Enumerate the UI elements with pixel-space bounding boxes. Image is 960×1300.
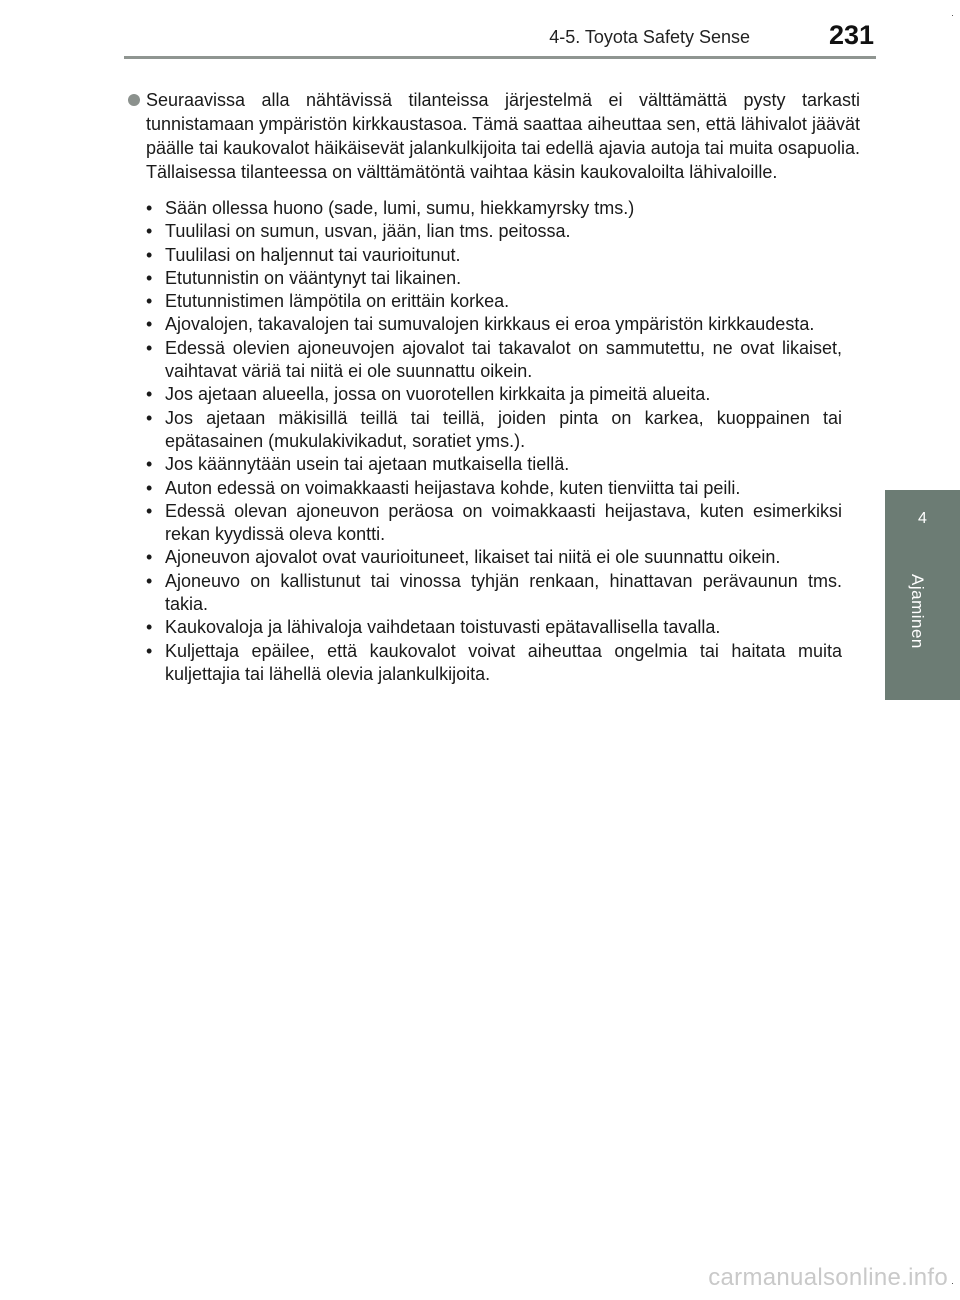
list-item: • Edessä olevien ajoneuvojen ajovalot tai takavalot on sammutettu, ne ovat likaiset, vaihtavat väriä tai niitä ei ole suunnattu oikein. bbox=[145, 337, 842, 384]
header-rule bbox=[124, 56, 876, 59]
list-item: • Tuulilasi on sumun, usvan, jään, lian tms. peitossa. bbox=[145, 220, 842, 243]
watermark: carmanualsonline.info bbox=[708, 1264, 948, 1291]
list-item: • Etutunnistin on vääntynyt tai likainen. bbox=[145, 267, 842, 290]
page-number: 231 bbox=[828, 20, 874, 50]
list-item: • Jos käännytään usein tai ajetaan mutkaisella tiellä. bbox=[145, 453, 842, 476]
intro-paragraph bbox=[128, 88, 860, 184]
crop-mark bbox=[952, 15, 953, 16]
chapter-title: Ajaminen bbox=[908, 574, 927, 649]
bullet-dot-icon bbox=[128, 94, 140, 106]
section-title: 4-5. Toyota Safety Sense bbox=[549, 27, 750, 47]
list-item: • Sään ollessa huono (sade, lumi, sumu, hiekkamyrsky tms.) bbox=[145, 197, 842, 220]
list-item: • Ajoneuvo on kallistunut tai vinossa tyhjän renkaan, hinattavan perävaunun tms. takia. bbox=[145, 570, 842, 617]
list-item: • Ajoneuvon ajovalot ovat vaurioituneet, likaiset tai niitä ei ole suunnattu oikein. bbox=[145, 546, 842, 569]
condition-list bbox=[145, 197, 842, 686]
list-item: • Edessä olevan ajoneuvon peräosa on voimakkaasti heijastava, kuten esimerkiksi rekan kyydissä oleva kontti. bbox=[145, 500, 842, 547]
list-item: • Tuulilasi on haljennut tai vaurioitunut. bbox=[145, 244, 842, 267]
chapter-tab bbox=[885, 490, 960, 700]
list-item: • Kuljettaja epäilee, että kaukovalot voivat aiheuttaa ongelmia tai haitata muita kuljettajia tai lähellä olevia jalankulkijoita. bbox=[145, 640, 842, 687]
list-item: • Jos ajetaan alueella, jossa on vuorotellen kirkkaita ja pimeitä alueita. bbox=[145, 383, 842, 406]
intro-text: Seuraavissa alla nähtävissä tilanteissa järjestelmä ei välttämättä pysty tarkasti tunnistamaan ympäristön kirkkaustasoa. Tämä saattaa aiheuttaa sen, että lähivalot jäävät päälle tai kaukovalot häikäisevät jalankulkijoita tai edellä ajavia autoja tai muita osapuolia. Tällaisessa tilanteessa on välttämätöntä vaihtaa käsin kaukovaloilta lähivaloille. bbox=[146, 90, 860, 182]
page-header bbox=[0, 0, 960, 60]
crop-mark bbox=[952, 1283, 953, 1284]
list-item: • Etutunnistimen lämpötila on erittäin korkea. bbox=[145, 290, 842, 313]
list-item: • Kaukovaloja ja lähivaloja vaihdetaan toistuvasti epätavallisella tavalla. bbox=[145, 616, 842, 639]
list-item: • Ajovalojen, takavalojen tai sumuvalojen kirkkaus ei eroa ympäristön kirkkaudesta. bbox=[145, 313, 842, 336]
list-item: • Jos ajetaan mäkisillä teillä tai teillä, joiden pinta on karkea, kuoppainen tai epätasainen (mukulakivikadut, soratiet yms.). bbox=[145, 407, 842, 454]
chapter-number: 4 bbox=[918, 510, 927, 527]
list-item: • Auton edessä on voimakkaasti heijastava kohde, kuten tienviitta tai peili. bbox=[145, 477, 842, 500]
